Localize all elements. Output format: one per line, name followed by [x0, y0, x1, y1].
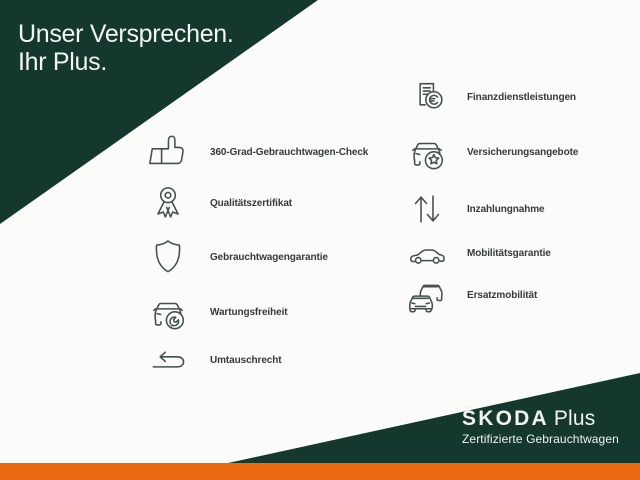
car-side-icon [405, 231, 449, 275]
page-title-line2: Ihr Plus. [18, 48, 107, 76]
benefit-label: Versicherungsangebote [467, 146, 579, 158]
shield-icon [146, 235, 190, 279]
benefit-label: Qualitätszertifikat [210, 197, 293, 209]
car-wrench-icon [146, 290, 190, 334]
benefit-row-mobilitaetsgarantie [405, 231, 551, 275]
return-arrow-icon [146, 338, 190, 382]
benefit-row-inzahlungnahme [405, 187, 545, 231]
benefit-label: Inzahlungnahme [467, 203, 545, 215]
benefit-row-umtauschrecht [146, 338, 282, 382]
benefit-label: Wartungsfreiheit [210, 306, 288, 318]
plus-wordmark: Plus [553, 407, 596, 430]
benefit-row-gebrauchtwagengarantie [146, 235, 328, 279]
two-cars-icon [405, 273, 449, 317]
thumbs-up-icon [146, 130, 190, 174]
rosette-icon [146, 181, 190, 225]
orange-footer-bar [0, 463, 640, 480]
benefit-label: Mobilitätsgarantie [467, 247, 551, 259]
benefit-row-qualitaetszertifikat [146, 181, 292, 225]
benefit-label: Ersatzmobilität [467, 289, 538, 301]
skoda-wordmark: ŠKODA [462, 407, 549, 430]
benefit-row-ersatzmobilitaet [405, 273, 537, 317]
page-title-line1: Unser Versprechen. [18, 20, 234, 48]
benefit-row-wartungsfreiheit [146, 290, 287, 334]
benefit-row-360-grad-check [146, 130, 368, 174]
page-title [18, 20, 234, 76]
benefit-row-finanzdienstleistungen [405, 75, 576, 119]
skoda-plus-logo [462, 408, 619, 445]
car-star-icon [405, 130, 449, 174]
benefit-label: Umtauschrecht [210, 354, 282, 366]
benefit-label: 360-Grad-Gebrauchtwagen-Check [210, 146, 369, 158]
benefit-label: Gebrauchtwagengarantie [210, 251, 328, 263]
document-euro-icon [405, 75, 449, 119]
benefit-label: Finanzdienstleistungen [467, 91, 576, 103]
logo-tagline: Zertifizierte Gebrauchtwagen [462, 432, 619, 446]
up-down-arrows-icon [405, 187, 449, 231]
benefit-row-versicherungsangebote [405, 130, 578, 174]
